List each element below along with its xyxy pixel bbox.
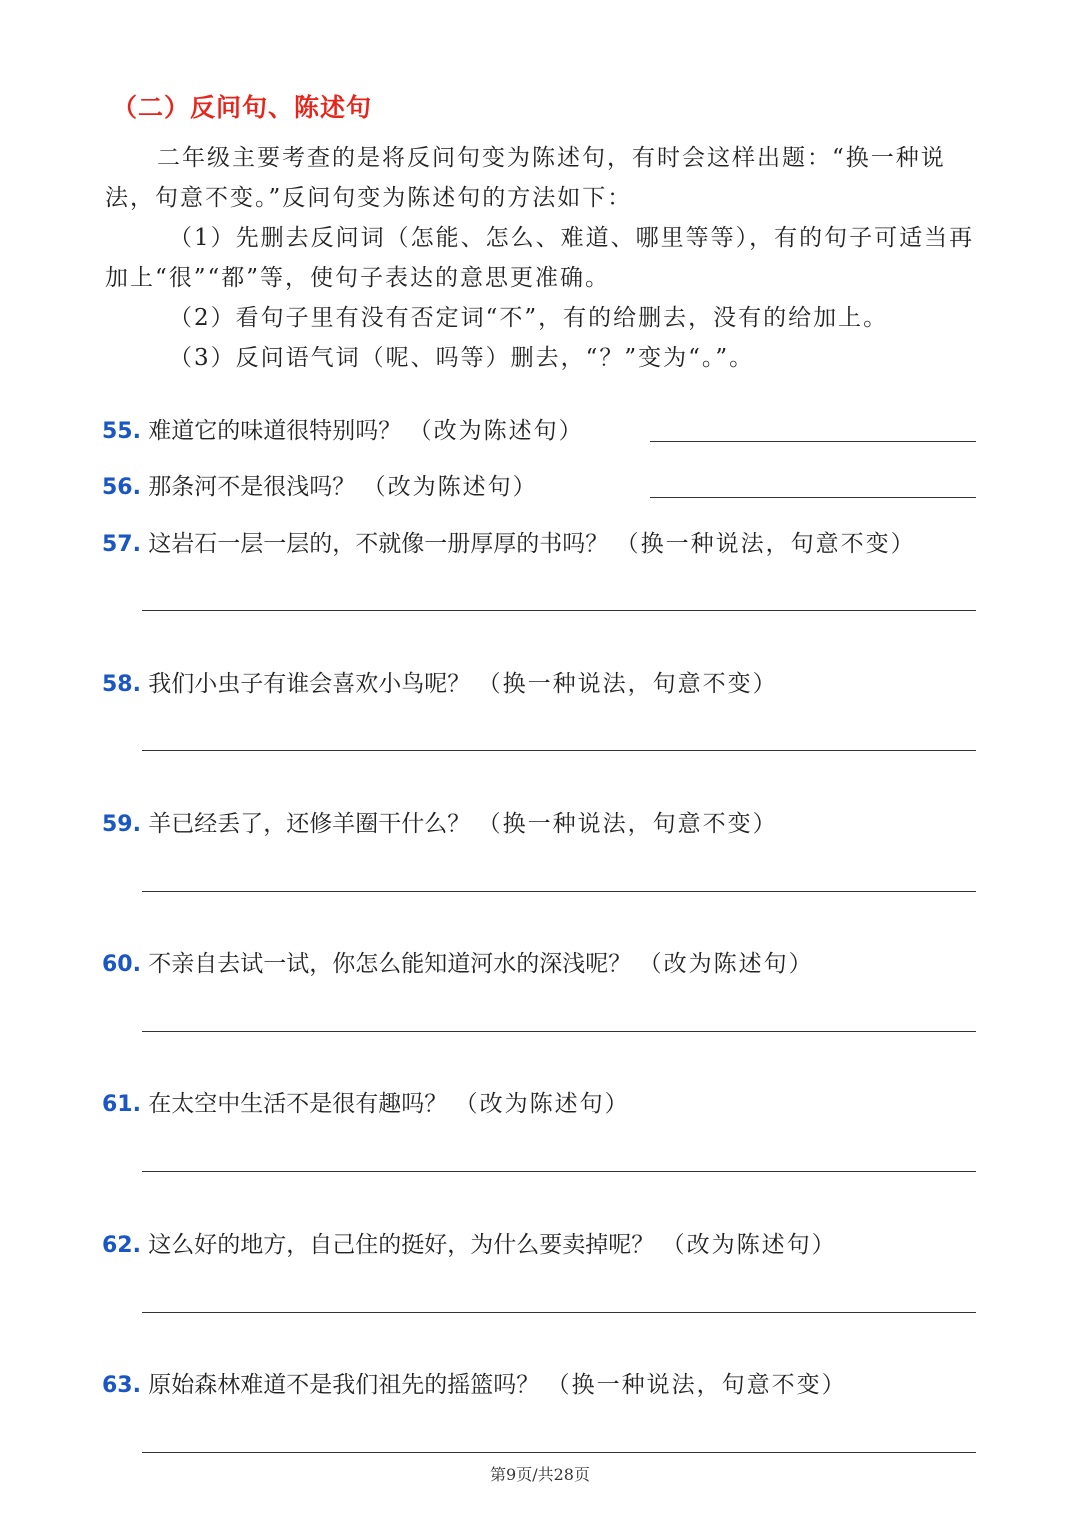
answer-line[interactable] — [142, 891, 976, 892]
answer-line[interactable] — [142, 750, 976, 751]
answer-line[interactable] — [650, 441, 976, 442]
answer-line[interactable] — [142, 610, 976, 611]
question-number: 59. — [102, 812, 141, 837]
answer-line[interactable] — [142, 1312, 976, 1313]
question-text: 我们小虫子有谁会喜欢小鸟呢？ — [148, 671, 471, 697]
question-56 — [102, 472, 538, 503]
question-text: 原始森林难道不是我们祖先的摇篮吗？ — [148, 1372, 540, 1398]
question-text: 在太空中生活不是很有趣吗？ — [148, 1091, 448, 1117]
question-hint: （改为陈述句） — [454, 1091, 630, 1117]
question-hint: （换一种说法，句意不变） — [615, 531, 916, 557]
intro-block — [105, 138, 985, 378]
question-hint: （换一种说法，句意不变） — [546, 1372, 847, 1398]
question-number: 60. — [102, 952, 141, 977]
question-text: 这岩石一层一层的，不就像一册厚厚的书吗？ — [148, 531, 609, 557]
question-text: 不亲自去试一试，你怎么能知道河水的深浅呢？ — [148, 951, 632, 977]
question-text: 难道它的味道很特别吗？ — [148, 418, 402, 444]
question-58 — [102, 669, 778, 700]
question-number: 61. — [102, 1092, 141, 1117]
question-61 — [102, 1089, 630, 1120]
question-hint: （改为陈述句） — [362, 474, 538, 500]
question-hint: （改为陈述句） — [661, 1232, 837, 1258]
question-text: 羊已经丢了，还修羊圈干什么？ — [148, 811, 471, 837]
question-number: 57. — [102, 532, 141, 557]
question-60 — [102, 949, 814, 980]
question-number: 62. — [102, 1233, 141, 1258]
question-number: 63. — [102, 1373, 141, 1398]
question-59 — [102, 809, 778, 840]
question-hint: （改为陈述句） — [638, 951, 814, 977]
answer-line[interactable] — [650, 497, 976, 498]
question-number: 56. — [102, 475, 141, 500]
question-62 — [102, 1230, 837, 1261]
page-footer: 第9页/共28页 — [490, 1465, 590, 1484]
method-1: （1）先删去反问词（怎能、怎么、难道、哪里等等），有的句子可适当再加上“很”“都”等，使句子表达的意思更准确。 — [105, 225, 975, 291]
method-3: （3）反问语气词（呢、吗等）删去，“？”变为“。”。 — [169, 345, 755, 371]
intro-paragraph: 二年级主要考查的是将反问句变为陈述句，有时会这样出题：“换一种说法，句意不变。”反问句变为陈述句的方法如下： — [105, 145, 946, 211]
answer-line[interactable] — [142, 1171, 976, 1172]
answer-line[interactable] — [142, 1031, 976, 1032]
question-63 — [102, 1370, 847, 1401]
question-57 — [102, 529, 916, 560]
question-55 — [102, 416, 584, 447]
question-text: 这么好的地方，自己住的挺好，为什么要卖掉呢？ — [148, 1232, 655, 1258]
question-hint: （换一种说法，句意不变） — [477, 811, 778, 837]
method-2: （2）看句子里有没有否定词“不”，有的给删去，没有的给加上。 — [169, 305, 889, 331]
question-hint: （换一种说法，句意不变） — [477, 671, 778, 697]
question-hint: （改为陈述句） — [408, 418, 584, 444]
question-text: 那条河不是很浅吗？ — [148, 474, 356, 500]
answer-line[interactable] — [142, 1452, 976, 1453]
section-title: （二）反问句、陈述句 — [112, 93, 373, 122]
question-number: 55. — [102, 419, 141, 444]
question-number: 58. — [102, 672, 141, 697]
